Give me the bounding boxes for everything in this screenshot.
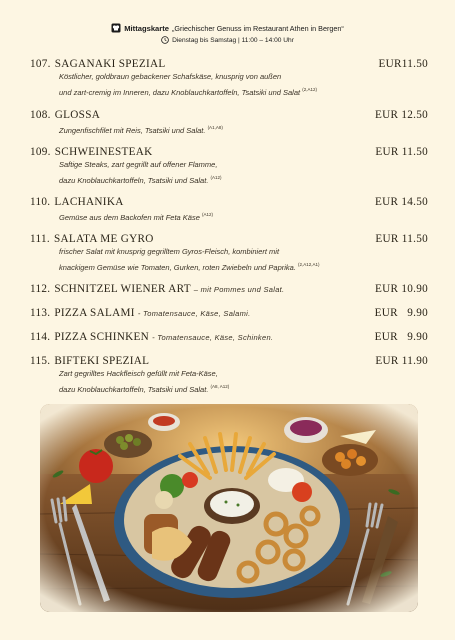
item-price: EUR 10.90	[374, 283, 428, 295]
menu-item	[30, 196, 428, 233]
item-description: frischer Salat mit knusprig gegrilltem Gyros-Fleisch, kombiniert mit knackigem Gemüse wie Tomaten, Gurken, roten Zwiebeln und Paprika. $^{(2,A12,A1)}$	[59, 247, 320, 272]
greek-platter-illustration	[40, 404, 418, 612]
item-number: 107.	[30, 58, 51, 70]
item-number: 109.	[30, 146, 51, 158]
item-name: BIFTEKI SPEZIAL	[54, 355, 150, 367]
menu-item	[30, 109, 428, 146]
menu-item	[30, 331, 428, 355]
item-description: Zungenfischfilet mit Reis, Tsatsiki und Salat. $^{(A1,A8)}$	[59, 125, 223, 135]
item-price: EUR 12.50	[374, 109, 428, 121]
item-number: 110.	[30, 196, 51, 208]
item-number: 112.	[30, 283, 51, 295]
allergen-codes: (2,A12,A1)	[298, 261, 320, 267]
allergen-codes: (2,A12)	[302, 86, 317, 92]
clock-icon	[161, 36, 169, 44]
item-price: EUR 9.90	[374, 331, 428, 343]
item-price: EUR 11.50	[375, 146, 428, 158]
menu-list	[30, 58, 428, 401]
item-price: EUR11.50	[378, 58, 428, 70]
allergen-codes: (A12)	[210, 174, 222, 180]
menu-item	[30, 58, 428, 109]
item-name: GLOSSA	[54, 109, 101, 121]
item-number: 114.	[30, 331, 51, 343]
item-price: EUR 11.90	[375, 355, 428, 367]
item-name: SCHNITZEL WIENER ART	[54, 283, 191, 295]
menu-header	[0, 23, 455, 44]
menu-item	[30, 355, 428, 401]
menu-item	[30, 146, 428, 196]
item-description: Gemüse aus dem Backofen mit Feta Käse $^{(A12)}$	[59, 212, 214, 222]
opening-hours: Dienstag bis Samstag | 11:00 – 14:00 Uhr	[172, 36, 294, 44]
item-name: PIZZA SALAMI	[54, 307, 135, 319]
item-name: LACHANIKA	[54, 196, 124, 208]
item-price: EUR 11.50	[375, 233, 428, 245]
menu-item	[30, 233, 428, 283]
menu-item	[30, 307, 428, 331]
item-name: SAGANAKI SPEZIAL	[54, 58, 166, 70]
item-name: PIZZA SCHINKEN	[54, 331, 150, 343]
allergen-codes: (A12)	[202, 212, 214, 217]
item-number: 115.	[30, 355, 51, 367]
item-price: EUR 9.90	[374, 307, 428, 319]
allergen-codes: (A8, A12)	[210, 383, 230, 389]
item-number: 111.	[30, 233, 50, 245]
item-name: SALATA ME GYRO	[53, 233, 154, 245]
allergen-codes: (A1,A8)	[207, 125, 223, 130]
menu-item	[30, 283, 428, 307]
item-description: Köstlicher, goldbraun gebackener Schafskäse, knusprig von außen und zart-cremig im Inneren, dazu Knoblauchkartoffeln, Tsatsiki und Salat $^{(2,A12)}$	[59, 72, 317, 97]
menu-subtitle: „Griechischer Genuss im Restaurant Athen in Bergen“	[171, 23, 344, 33]
food-photo	[40, 404, 418, 612]
item-description: Zart gegrilltes Hackfleisch gefüllt mit Feta-Käse, dazu Knoblauchkartoffeln, Tsatsiki und Salat. $^{(A8, A12)}$	[59, 369, 230, 394]
item-description: Saftige Steaks, zart gegrillt auf offener Flamme, dazu Knoblauchkartoffeln, Tsatsiki und Salat. $^{(A12)}$	[59, 160, 222, 185]
chef-hat-icon	[111, 23, 121, 33]
item-number: 113.	[30, 307, 51, 319]
item-description: - Tomatensauce, Käse, Salami.	[137, 309, 251, 318]
item-description: - Tomatensauce, Käse, Schinken.	[152, 333, 274, 342]
menu-brand: Mittagskarte	[124, 23, 169, 33]
item-name: SCHWEINESTEAK	[54, 146, 153, 158]
item-number: 108.	[30, 109, 51, 121]
item-price: EUR 14.50	[374, 196, 428, 208]
item-description: – mit Pommes und Salat.	[193, 285, 285, 294]
